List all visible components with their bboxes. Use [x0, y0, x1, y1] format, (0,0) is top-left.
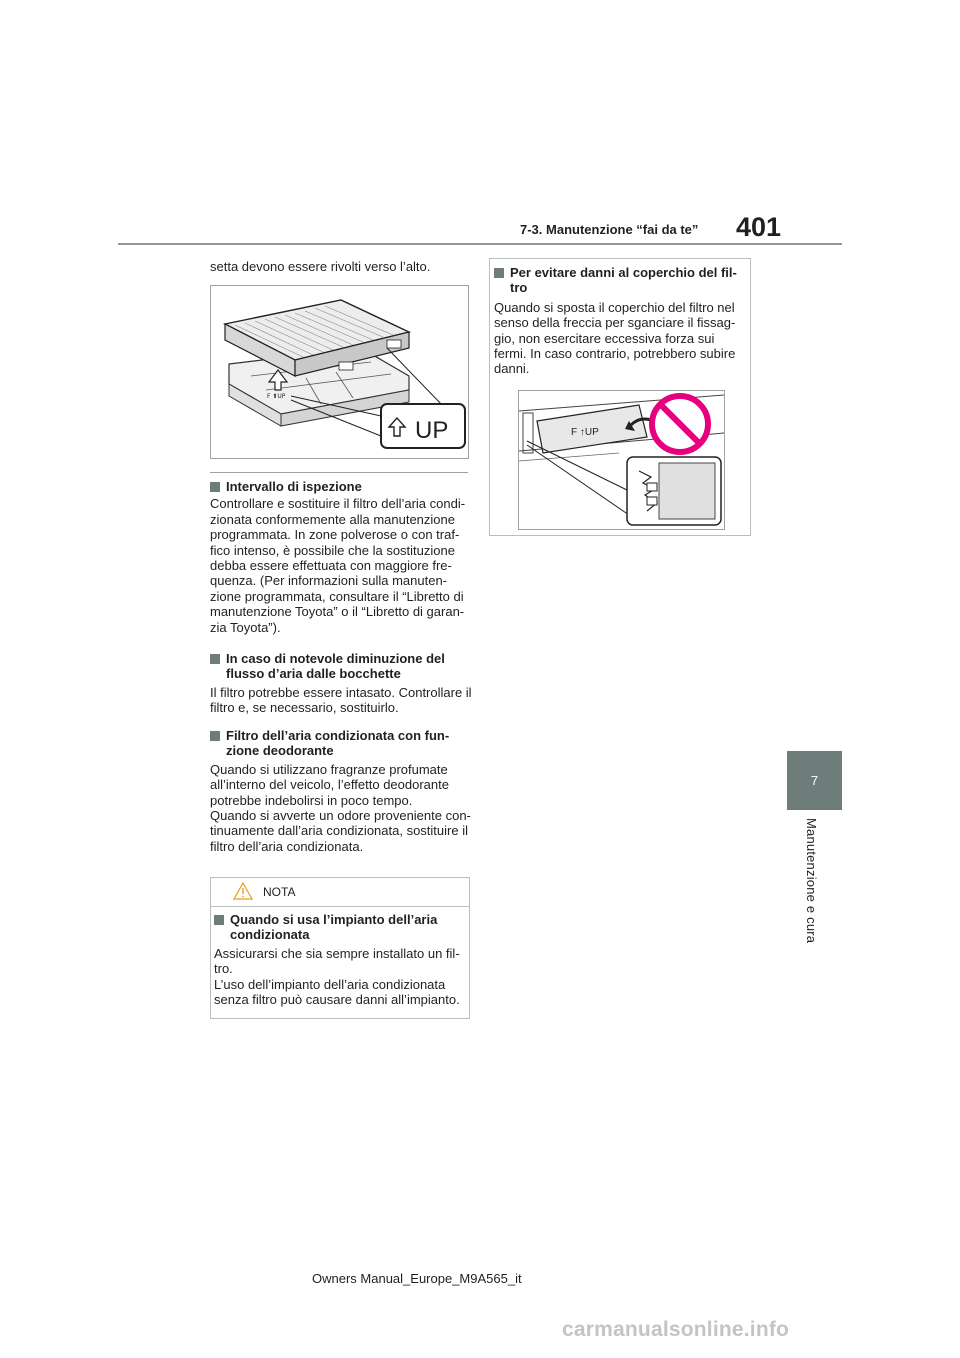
warning-triangle-icon — [233, 882, 253, 900]
chapter-label: Manutenzione e cura — [804, 818, 819, 944]
square-bullet-icon — [210, 654, 220, 664]
section-body: Controllare e sostituire il filtro dell’aria condi- zionata conformemente alla manutenzione programmata. In zone polverose o con traf- fico intenso, è possibile che la sostituzione debba essere effettuata con maggiore fre- quenza. (Per informazioni sulla manuten- zione programmata, consultare il “Libretto di manutenzione Toyota” o il “Libretto di garan- zia Toyota”). — [210, 496, 466, 635]
caution-heading: Per evitare danni al coperchio del fil- tro — [494, 265, 750, 296]
caution-box — [489, 258, 751, 536]
section-airflow — [210, 651, 472, 716]
caution-content — [490, 259, 750, 377]
note-header — [211, 878, 469, 907]
section-body: Quando si utilizzano fragranze profumate all’interno del veicolo, l’effetto deodorante potrebbe indebolirsi in poco tempo. Quando si avverte un odore proveniente con- tinuamente dall’aria condizionata, sostituire il filtro dell’aria condizionata. — [210, 761, 471, 854]
section-heading: Intervallo di ispezione — [210, 479, 472, 494]
section-header: 7-3. Manutenzione “fai da te” — [520, 222, 699, 237]
filter-cover-figure — [518, 390, 725, 530]
section-heading: Filtro dell’aria condizionata con fun- zione deodorante — [210, 728, 472, 759]
chapter-number: 7 — [810, 773, 819, 788]
note-body: Assicurarsi che sia sempre installato un fil- tro. L’uso dell’impianto dell’aria condizionata senza filtro può causare danni all’impianto. — [214, 945, 460, 1008]
section-divider — [210, 472, 468, 473]
intro-text: setta devono essere rivolti verso l’alto. — [210, 259, 431, 274]
square-bullet-icon — [210, 731, 220, 741]
up-label: UP — [415, 417, 449, 444]
small-up-label: F ⬆UP — [267, 393, 286, 400]
prohibited-icon — [647, 391, 713, 457]
caution-body: Quando si sposta il coperchio del filtro nel senso della freccia per sganciare il fissag- gio, non esercitare eccessiva forza sui fermi. In caso contrario, potrebbero subire danni. — [494, 299, 736, 377]
section-heading: In caso di notevole diminuzione del flusso d’aria dalle bocchette — [210, 651, 472, 682]
filter-illustration — [211, 286, 468, 458]
section-body: Il filtro potrebbe essere intasato. Controllare il filtro e, se necessario, sostituirlo. — [210, 684, 472, 716]
square-bullet-icon — [494, 268, 504, 278]
square-bullet-icon — [210, 482, 220, 492]
note-label: NOTA — [263, 885, 296, 899]
section-inspection-interval — [210, 479, 472, 635]
note-content — [211, 907, 469, 1007]
filter-figure — [210, 285, 469, 459]
header-rule — [118, 243, 842, 245]
footer: Owners Manual_Europe_M9A565_it — [312, 1271, 522, 1286]
note-box — [210, 877, 470, 1019]
note-heading: Quando si usa l’impianto dell’aria condizionata — [214, 912, 469, 943]
square-bullet-icon — [214, 915, 224, 925]
section-deodorant — [210, 728, 472, 854]
page-number: 401 — [736, 212, 782, 242]
chapter-tab — [787, 751, 842, 810]
cover-up-label: F ↑UP — [571, 427, 599, 438]
watermark: carmanualsonline.info — [562, 1318, 790, 1341]
